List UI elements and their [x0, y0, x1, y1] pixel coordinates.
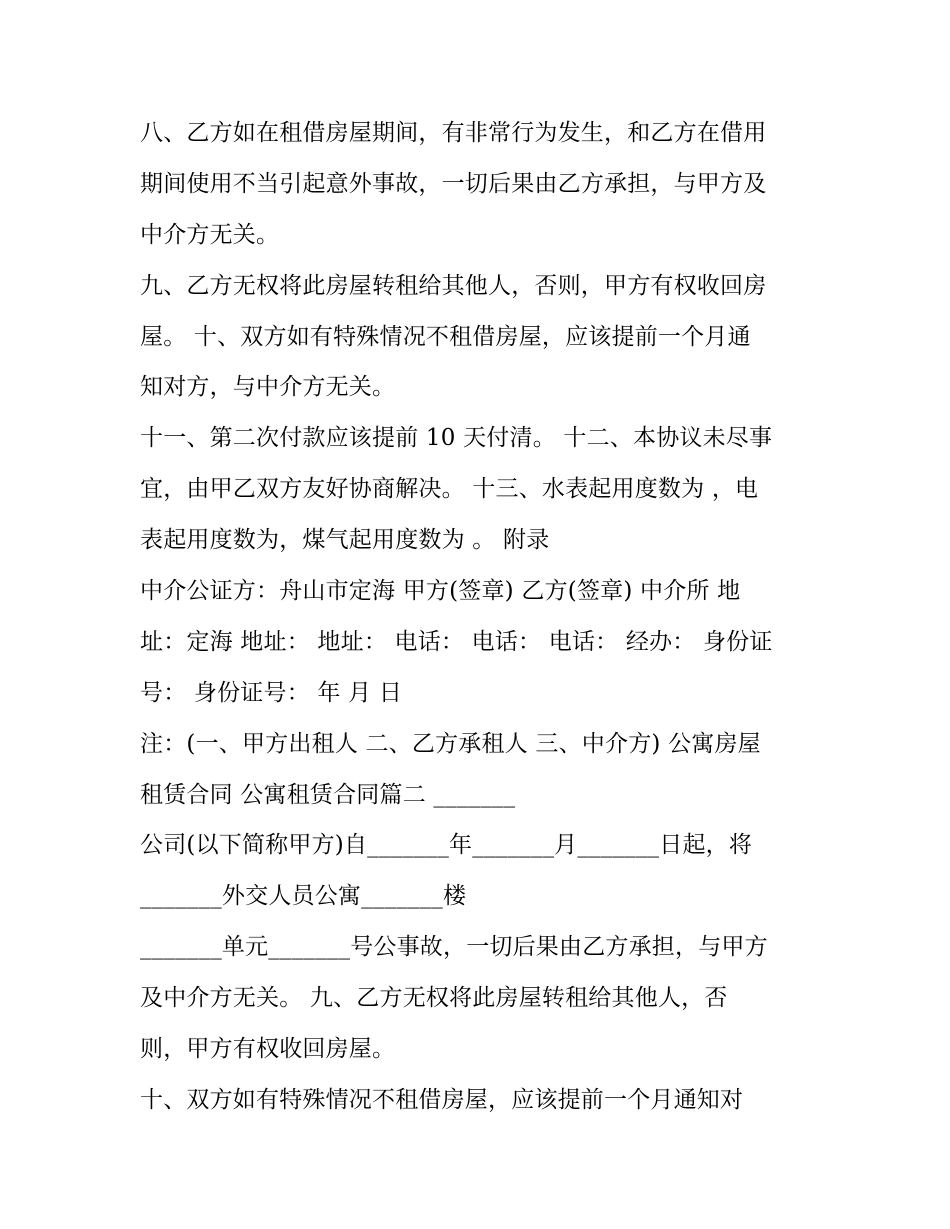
text-line: 租赁合同 公寓租赁合同篇二 _______ [140, 781, 516, 808]
text-line: 十、双方如有特殊情况不租借房屋，应该提前一个月通知对 [140, 1086, 744, 1113]
text-line: 八、乙方如在租借房屋期间，有非常行为发生，和乙方在借用 [140, 120, 767, 146]
text-line: _______单元_______号公事故，一切后果由乙方承担，与甲方 [140, 934, 768, 961]
text-line: 宜，由甲乙双方友好协商解决。 十三、水表起用度数为 ，电 [140, 476, 759, 503]
text-line: 址：定海 地址： 地址： 电话： 电话： 电话： 经办： 身份证 [140, 628, 773, 655]
text-line: 公司(以下简称甲方)自_______年_______月_______日起，将 [140, 832, 753, 859]
text-line: 中介公证方：舟山市定海 甲方(签章) 乙方(签章) 中介所 地 [140, 578, 741, 605]
text-line: 十一、第二次付款应该提前 10 天付清。 十二、本协议未尽事 [140, 425, 773, 452]
text-line: 中介方无关。 [140, 221, 280, 248]
text-line: 九、乙方无权将此房屋转租给其他人，否则，甲方有权收回房 [140, 272, 767, 299]
text-line: 屋。 十、双方如有特殊情况不租借房屋，应该提前一个月通 [140, 323, 751, 350]
text-line: 号： 身份证号： 年 月 日 [140, 679, 403, 706]
document-body [140, 108, 820, 1126]
text-line: 注：(一、甲方出租人 二、乙方承租人 三、中介方) 公寓房屋 [140, 730, 761, 757]
text-line: 期间使用不当引起意外事故，一切后果由乙方承担，与甲方及 [140, 170, 767, 197]
text-line: 则，甲方有权收回房屋。 [140, 1036, 396, 1063]
text-line: 表起用度数为，煤气起用度数为 。 附录 [140, 527, 550, 554]
text-line: 知对方，与中介方无关。 [140, 374, 396, 401]
text-line: _______外交人员公寓_______楼 [140, 883, 467, 910]
text-line: 及中介方无关。 九、乙方无权将此房屋转租给其他人，否 [140, 985, 728, 1012]
